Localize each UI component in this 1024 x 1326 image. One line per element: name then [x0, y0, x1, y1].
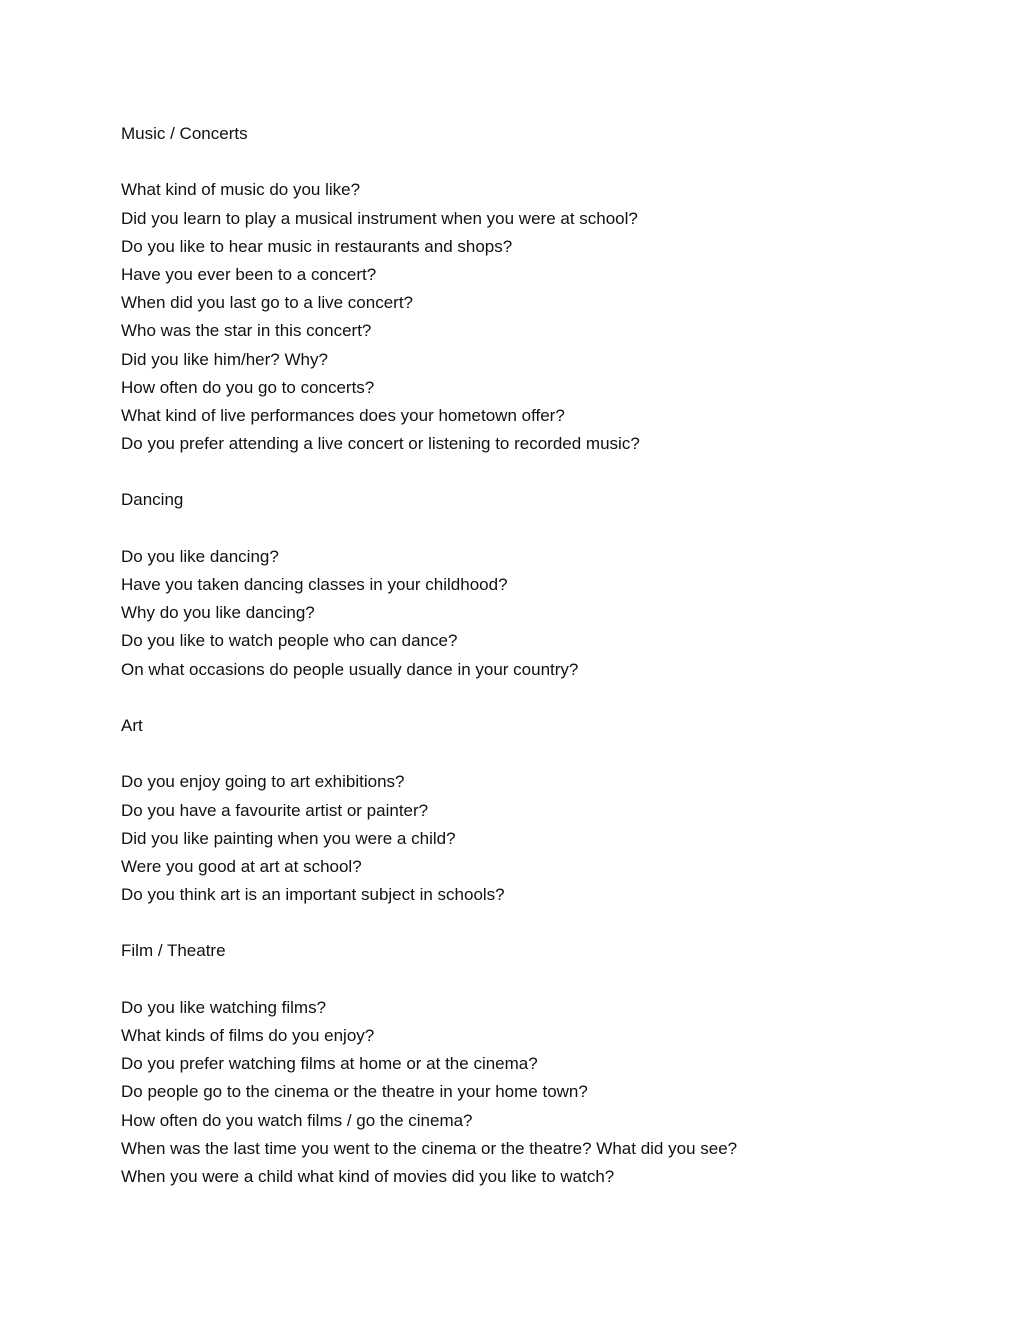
section-art: [121, 712, 981, 909]
question: What kind of live performances does your hometown offer?: [121, 405, 565, 425]
question: Why do you like dancing?: [121, 603, 315, 623]
question: How often do you watch films / go the cinema?: [121, 1110, 473, 1130]
question: How often do you go to concerts?: [121, 377, 375, 397]
question: Were you good at art at school?: [121, 856, 362, 876]
question: Who was the star in this concert?: [121, 321, 372, 341]
question: When was the last time you went to the cinema or the theatre? What did you see?: [121, 1138, 738, 1158]
question: Do you like dancing?: [121, 546, 279, 566]
question: Do you prefer watching films at home or at the cinema?: [121, 1054, 538, 1074]
question: Do you think art is an important subject in schools?: [121, 885, 505, 905]
section-music-concerts: [121, 120, 981, 458]
question: Did you like him/her? Why?: [121, 349, 328, 369]
question: When did you last go to a live concert?: [121, 293, 413, 313]
question: What kind of music do you like?: [121, 180, 361, 200]
question: Have you taken dancing classes in your childhood?: [121, 575, 508, 594]
section-heading: Art: [121, 715, 143, 735]
question: Do you have a favourite artist or painter?: [121, 800, 429, 820]
question: Do people go to the cinema or the theatre in your home town?: [121, 1082, 588, 1102]
question: What kinds of films do you enjoy?: [121, 1026, 375, 1045]
question: Do you enjoy going to art exhibitions?: [121, 772, 405, 792]
question: Do you like to hear music in restaurants and shops?: [121, 236, 513, 256]
section-heading: Music / Concerts: [121, 124, 248, 143]
document-page: [121, 120, 981, 1219]
question: Do you like to watch people who can dance?: [121, 631, 458, 651]
section-heading: Dancing: [121, 490, 184, 510]
question: Do you prefer attending a live concert or listening to recorded music?: [121, 434, 640, 454]
section-heading: Film / Theatre: [121, 941, 226, 961]
section-dancing: [121, 486, 981, 683]
question: Do you like watching films?: [121, 997, 327, 1017]
question: On what occasions do people usually dance in your country?: [121, 659, 579, 679]
question: When you were a child what kind of movies did you like to watch?: [121, 1166, 615, 1186]
section-film-theatre: [121, 937, 981, 1191]
question: Did you learn to play a musical instrument when you were at school?: [121, 208, 638, 228]
question: Did you like painting when you were a child?: [121, 828, 456, 848]
question: Have you ever been to a concert?: [121, 264, 377, 284]
